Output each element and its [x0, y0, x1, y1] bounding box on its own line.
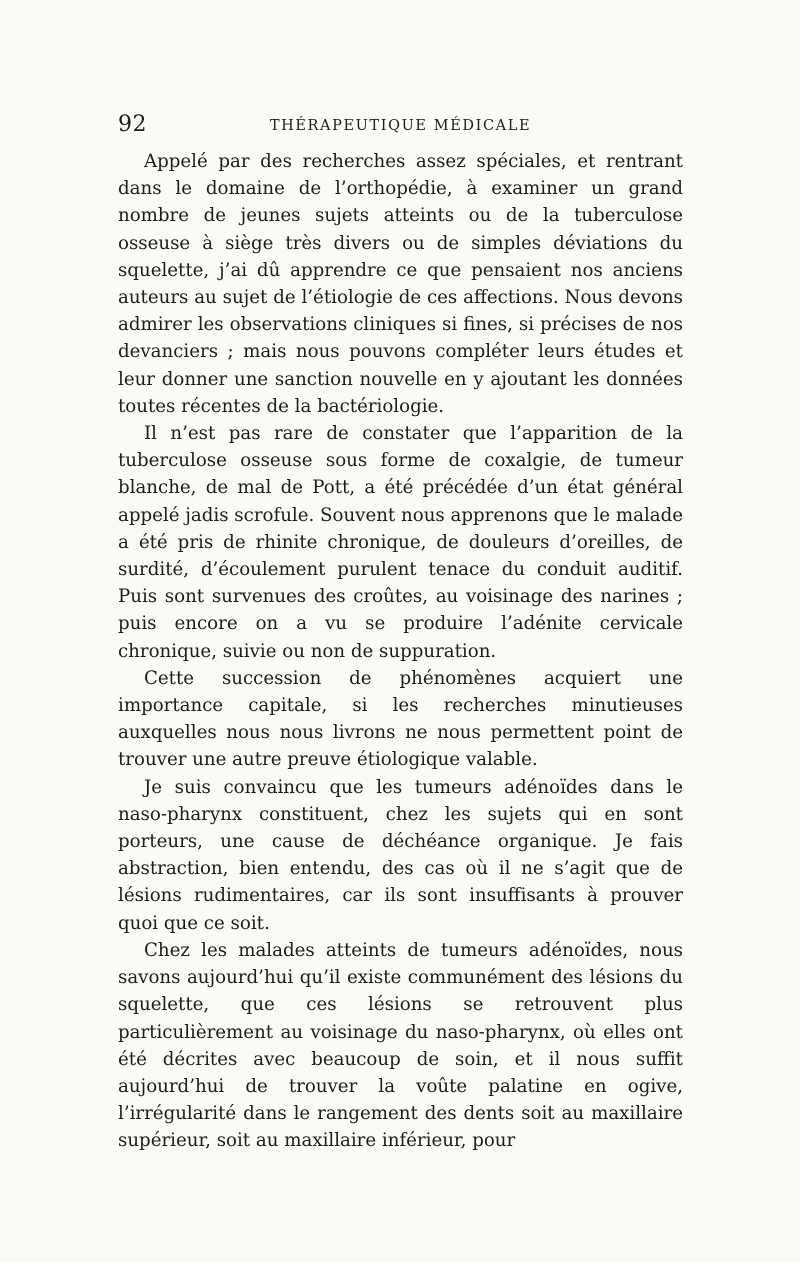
page-number: 92: [118, 112, 147, 137]
page-header: [118, 112, 683, 148]
body-text: [118, 148, 683, 1155]
paragraph: Chez les malades atteints de tumeurs adénoïdes, nous savons aujourd’hui qu’il existe communément des lésions du squelette, que ces lésions se retrouvent plus particulièrement au voisinage du naso-pharynx, où elles ont été décrites avec beaucoup de soin, et il nous suffit aujourd’hui de trouver la voûte palatine en ogive, l’irrégularité dans le rangement des dents soit au maxillaire supérieur, soit au maxillaire inférieur, pour: [118, 939, 683, 1152]
paragraph: Cette succession de phénomènes acquiert une importance capitale, si les recherches minutieuses auxquelles nous nous livrons ne nous permettent point de trouver une autre preuve étiologique valable.: [118, 667, 683, 771]
running-title: THÉRAPEUTIQUE MÉDICALE: [269, 118, 532, 134]
paragraph: Il n’est pas rare de constater que l’apparition de la tuberculose osseuse sous forme de coxalgie, de tumeur blanche, de mal de Pott, a été précédée d’un état général appelé jadis scrofule. Souvent nous apprenons que le malade a été pris de rhinite chronique, de douleurs d’oreilles, de surdité, d’écoulement purulent tenace du conduit auditif. Puis sont survenues des croûtes, au voisinage des narines ; puis encore on a vu se produire l’adénite cervicale chronique, suivie ou non de suppuration.: [118, 423, 684, 662]
paragraph: Appelé par des recherches assez spéciales, et rentrant dans le domaine de l’orthopédie, à examiner un grand nombre de jeunes sujets atteints ou de la tuberculose osseuse à siège très divers ou de simples déviations du squelette, j’ai dû apprendre ce que pensaient nos anciens auteurs au sujet de l’étiologie de ces affections. Nous devons admirer les observations cliniques si fines, si précises de nos devanciers ; mais nous pouvons compléter leurs études et leur donner une sanction nouvelle en y ajoutant les données toutes récentes de la bactériologie.: [118, 151, 683, 417]
book-page: [118, 112, 683, 1155]
paragraph: Je suis convaincu que les tumeurs adénoïdes dans le naso-pharynx constituent, chez les sujets qui en sont porteurs, une cause de déchéance organique. Je fais abstraction, bien entendu, des cas où il ne s’agit que de lésions rudimentaires, car ils sont insuffisants à prouver quoi que ce soit.: [118, 776, 683, 934]
